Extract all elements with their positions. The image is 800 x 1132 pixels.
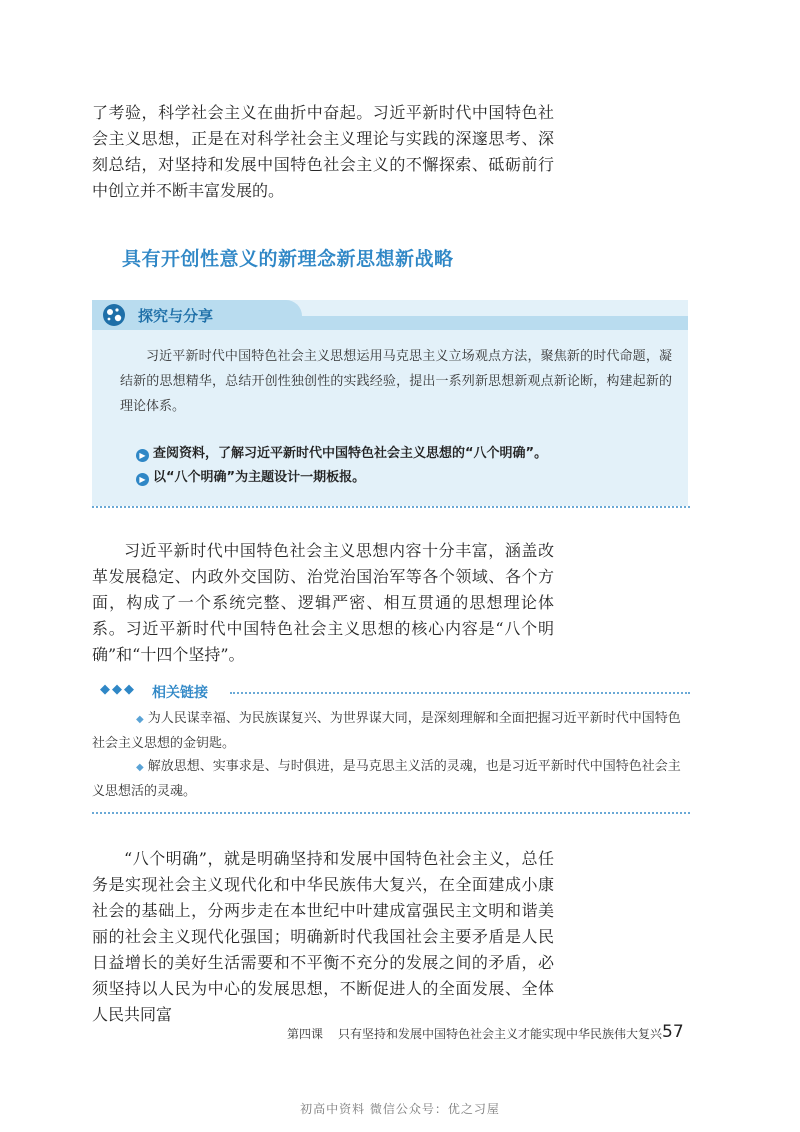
explore-tab-bar — [302, 316, 688, 330]
watermark: 初高中资料 微信公众号：优之习屋 — [300, 1102, 500, 1116]
divider — [230, 692, 690, 694]
footer-lesson: 第四课 — [287, 1027, 324, 1041]
arrow-bullet-icon: ▶ — [136, 449, 149, 462]
footer-title: 只有坚持和发展中国特色社会主义才能实现中华民族伟大复兴 — [338, 1027, 663, 1041]
globe-icon — [102, 303, 126, 327]
content-paragraph: 习近平新时代中国特色社会主义思想内容十分丰富，涵盖改革发展稳定、内政外交国防、治党治国治军等各个领域、各个方面，构成了一个系统完整、逻辑严密、相互贯通的思想理论体系。习近平新时代中国特色社会主义思想的核心内容是“八个明确”和“十四个坚持”。 — [92, 541, 554, 664]
bottom-paragraph: “八个明确”，就是明确坚持和发展中国特色社会主义，总任务是实现社会主义现代化和中华民族伟大复兴，在全面建成小康社会的基础上，分两步走在本世纪中叶建成富强民主文明和谐美丽的社会主义现代化强国；明确新时代我国社会主要矛盾是人民日益增长的美好生活需要和不平衡不充分的发展之间的矛盾，必须坚持以人民为中心的发展思想，不断促进人的全面发展、全体人民共同富 — [92, 849, 554, 1024]
explore-share-box — [92, 300, 688, 506]
intro-paragraph: 了考验，科学社会主义在曲折中奋起。习近平新时代中国特色社会主义思想，正是在对科学社会主义理论与实践的深邃思考、深刻总结，对坚持和发展中国特色社会主义的不懈探索、砥砺前行中创立并不断丰富发展的。 — [92, 103, 554, 200]
explore-task-text: 查阅资料，了解习近平新时代中国特色社会主义思想的“八个明确”。 — [153, 446, 548, 461]
explore-task — [136, 442, 547, 462]
explore-task — [136, 466, 365, 486]
section-heading: 具有开创性意义的新理念新思想新战略 — [122, 248, 454, 270]
related-link-text: 为人民谋幸福、为民族谋复兴、为世界谋大同，是深刻理解和全面把握习近平新时代中国特色社会主义思想的金钥匙。 — [92, 711, 681, 751]
divider — [92, 812, 690, 814]
page-number: 57 — [662, 1022, 684, 1042]
diamond-bullet-icon: ◆ — [136, 714, 144, 725]
explore-text: 习近平新时代中国特色社会主义思想运用马克思主义立场观点方法，聚焦新的时代命题，凝结新的思想精华，总结开创性独创性的实践经验，提出一系列新思想新观点新论断，构建起新的理论体系。 — [120, 349, 672, 414]
diamond-bullet-icon: ◆ — [136, 762, 144, 773]
related-links-title: 相关链接 — [152, 685, 208, 701]
related-links-header — [100, 682, 690, 702]
related-link-text: 解放思想、实事求是、与时俱进，是马克思主义活的灵魂，也是习近平新时代中国特色社会主义思想活的灵魂。 — [92, 759, 681, 799]
explore-task-text: 以“八个明确”为主题设计一期板报。 — [153, 470, 366, 485]
diamond-icon: ◆◆◆ — [100, 682, 136, 697]
divider — [92, 506, 690, 508]
related-link-item — [92, 707, 688, 756]
explore-title: 探究与分享 — [138, 307, 214, 325]
related-link-item — [92, 755, 688, 804]
arrow-bullet-icon: ▶ — [136, 473, 149, 486]
